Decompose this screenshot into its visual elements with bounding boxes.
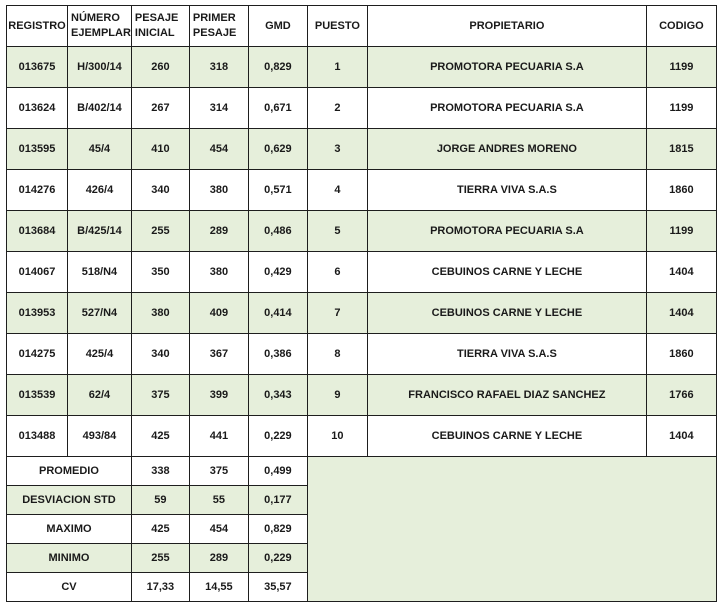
cell-pesaje-inicial: 260 (131, 47, 189, 88)
header-numero-ejemplar-line2: EJEMPLAR (71, 27, 131, 39)
summary-label: MINIMO (7, 544, 132, 573)
summary-pesaje-inicial: 59 (131, 486, 189, 515)
table-row (7, 416, 717, 457)
cell-propietario: PROMOTORA PECUARIA S.A (367, 88, 646, 129)
table-row (7, 129, 717, 170)
cell-gmd: 0,486 (248, 211, 307, 252)
cell-primer-pesaje: 380 (189, 170, 248, 211)
cell-puesto: 2 (307, 88, 367, 129)
cell-codigo: 1199 (646, 211, 716, 252)
header-pesaje-inicial (131, 6, 189, 47)
cell-gmd: 0,343 (248, 375, 307, 416)
cell-puesto: 10 (307, 416, 367, 457)
cell-propietario: CEBUINOS CARNE Y LECHE (367, 252, 646, 293)
cell-pesaje-inicial: 340 (131, 334, 189, 375)
cell-puesto: 3 (307, 129, 367, 170)
table-row (7, 88, 717, 129)
cell-primer-pesaje: 367 (189, 334, 248, 375)
table-row (7, 170, 717, 211)
table-row (7, 47, 717, 88)
cell-registro: 013488 (7, 416, 68, 457)
table-row (7, 375, 717, 416)
table-row (7, 252, 717, 293)
cell-gmd: 0,671 (248, 88, 307, 129)
cell-registro: 013595 (7, 129, 68, 170)
header-primer-pesaje-line2: PESAJE (192, 27, 237, 39)
cell-gmd: 0,629 (248, 129, 307, 170)
cell-registro: 013539 (7, 375, 68, 416)
cell-propietario: CEBUINOS CARNE Y LECHE (367, 293, 646, 334)
summary-primer-pesaje: 289 (189, 544, 248, 573)
summary-pesaje-inicial: 338 (131, 457, 189, 486)
summary-gmd: 0,177 (248, 486, 307, 515)
cell-codigo: 1404 (646, 416, 716, 457)
table-row (7, 293, 717, 334)
summary-row-promedio (7, 457, 717, 486)
cell-pesaje-inicial: 267 (131, 88, 189, 129)
cell-primer-pesaje: 441 (189, 416, 248, 457)
cell-puesto: 7 (307, 293, 367, 334)
cell-ejemplar: H/300/14 (68, 47, 132, 88)
summary-primer-pesaje: 454 (189, 515, 248, 544)
cell-puesto: 5 (307, 211, 367, 252)
cell-codigo: 1766 (646, 375, 716, 416)
cell-codigo: 1199 (646, 88, 716, 129)
cell-gmd: 0,229 (248, 416, 307, 457)
header-numero-ejemplar-line1: NÚMERO (71, 12, 120, 24)
header-pesaje-inicial-line2: INICIAL (134, 27, 175, 39)
summary-gmd: 0,229 (248, 544, 307, 573)
cell-gmd: 0,829 (248, 47, 307, 88)
cell-propietario: PROMOTORA PECUARIA S.A (367, 47, 646, 88)
header-row (7, 6, 717, 47)
cell-gmd: 0,571 (248, 170, 307, 211)
ranking-table (6, 5, 717, 602)
summary-label: MAXIMO (7, 515, 132, 544)
cell-pesaje-inicial: 375 (131, 375, 189, 416)
summary-gmd: 35,57 (248, 573, 307, 602)
cell-registro: 013675 (7, 47, 68, 88)
cell-codigo: 1404 (646, 293, 716, 334)
cell-codigo: 1860 (646, 334, 716, 375)
cell-puesto: 8 (307, 334, 367, 375)
cell-pesaje-inicial: 380 (131, 293, 189, 334)
cell-propietario: PROMOTORA PECUARIA S.A (367, 211, 646, 252)
header-registro: REGISTRO (7, 6, 68, 47)
cell-gmd: 0,386 (248, 334, 307, 375)
cell-pesaje-inicial: 340 (131, 170, 189, 211)
cell-primer-pesaje: 454 (189, 129, 248, 170)
cell-ejemplar: 527/N4 (68, 293, 132, 334)
summary-label: DESVIACION STD (7, 486, 132, 515)
cell-registro: 013624 (7, 88, 68, 129)
summary-gmd: 0,829 (248, 515, 307, 544)
cell-registro: 013684 (7, 211, 68, 252)
cell-pesaje-inicial: 255 (131, 211, 189, 252)
cell-propietario: TIERRA VIVA S.A.S (367, 334, 646, 375)
cell-ejemplar: B/425/14 (68, 211, 132, 252)
header-pesaje-inicial-line1: PESAJE (134, 12, 179, 24)
summary-pesaje-inicial: 17,33 (131, 573, 189, 602)
cell-primer-pesaje: 409 (189, 293, 248, 334)
cell-primer-pesaje: 318 (189, 47, 248, 88)
cell-puesto: 4 (307, 170, 367, 211)
table-container (6, 5, 717, 602)
cell-primer-pesaje: 314 (189, 88, 248, 129)
summary-primer-pesaje: 55 (189, 486, 248, 515)
cell-propietario: TIERRA VIVA S.A.S (367, 170, 646, 211)
header-gmd: GMD (248, 6, 307, 47)
summary-pesaje-inicial: 255 (131, 544, 189, 573)
cell-propietario: JORGE ANDRES MORENO (367, 129, 646, 170)
summary-filler (307, 457, 716, 602)
header-codigo: CODIGO (646, 6, 716, 47)
header-primer-pesaje-line1: PRIMER (192, 12, 236, 24)
cell-pesaje-inicial: 425 (131, 416, 189, 457)
cell-ejemplar: 426/4 (68, 170, 132, 211)
cell-registro: 013953 (7, 293, 68, 334)
summary-primer-pesaje: 14,55 (189, 573, 248, 602)
cell-ejemplar: 62/4 (68, 375, 132, 416)
cell-propietario: CEBUINOS CARNE Y LECHE (367, 416, 646, 457)
header-numero-ejemplar (68, 6, 132, 47)
summary-gmd: 0,499 (248, 457, 307, 486)
cell-codigo: 1815 (646, 129, 716, 170)
header-propietario: PROPIETARIO (367, 6, 646, 47)
header-puesto: PUESTO (307, 6, 367, 47)
cell-primer-pesaje: 380 (189, 252, 248, 293)
cell-ejemplar: 493/84 (68, 416, 132, 457)
table-row (7, 211, 717, 252)
cell-ejemplar: 45/4 (68, 129, 132, 170)
cell-primer-pesaje: 399 (189, 375, 248, 416)
cell-pesaje-inicial: 350 (131, 252, 189, 293)
cell-ejemplar: B/402/14 (68, 88, 132, 129)
table-row (7, 334, 717, 375)
cell-gmd: 0,429 (248, 252, 307, 293)
cell-puesto: 9 (307, 375, 367, 416)
cell-propietario: FRANCISCO RAFAEL DIAZ SANCHEZ (367, 375, 646, 416)
cell-puesto: 1 (307, 47, 367, 88)
cell-codigo: 1199 (646, 47, 716, 88)
cell-registro: 014067 (7, 252, 68, 293)
cell-pesaje-inicial: 410 (131, 129, 189, 170)
summary-label: PROMEDIO (7, 457, 132, 486)
cell-ejemplar: 518/N4 (68, 252, 132, 293)
summary-label: CV (7, 573, 132, 602)
cell-codigo: 1404 (646, 252, 716, 293)
cell-codigo: 1860 (646, 170, 716, 211)
header-primer-pesaje (189, 6, 248, 47)
cell-registro: 014276 (7, 170, 68, 211)
cell-primer-pesaje: 289 (189, 211, 248, 252)
summary-pesaje-inicial: 425 (131, 515, 189, 544)
cell-ejemplar: 425/4 (68, 334, 132, 375)
cell-puesto: 6 (307, 252, 367, 293)
cell-gmd: 0,414 (248, 293, 307, 334)
cell-registro: 014275 (7, 334, 68, 375)
summary-primer-pesaje: 375 (189, 457, 248, 486)
